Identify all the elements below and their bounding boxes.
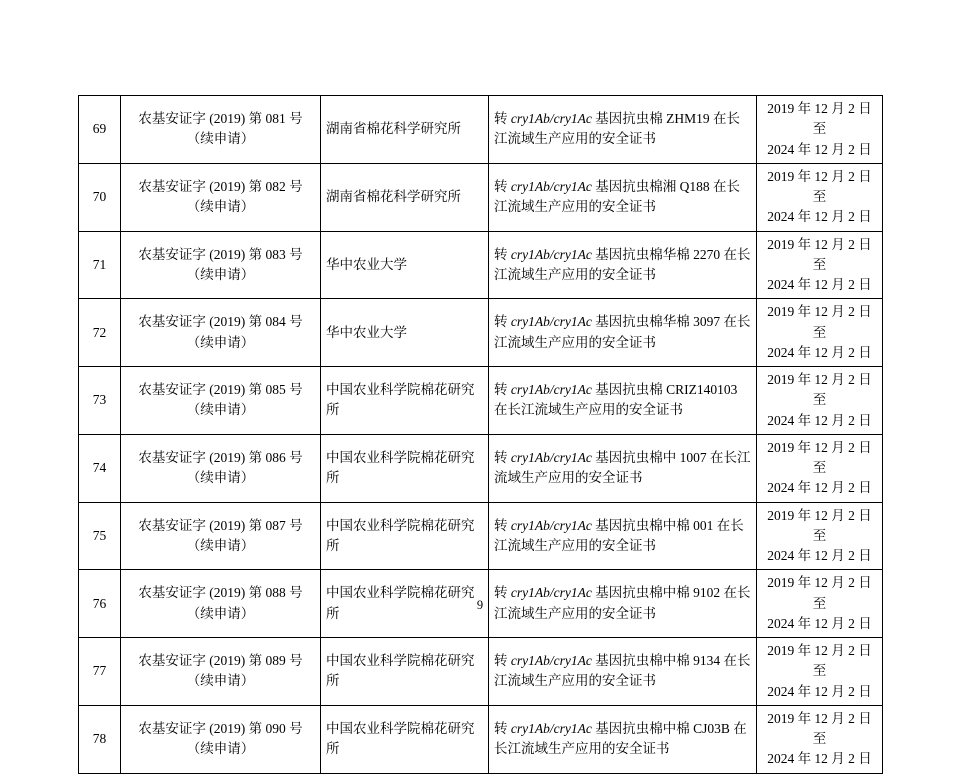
certificate-code <box>121 434 321 502</box>
validity-start: 2019 年 12 月 2 日至 <box>767 710 872 746</box>
gene-name: cry1Ab/cry1Ac <box>510 314 592 330</box>
row-number: 73 <box>79 367 121 435</box>
description-suffix: 基因抗虫棉 ZHM19 在长江流域生产应用的安全证书 <box>494 111 740 147</box>
certificate-code-line1: 农基安证字 (2019) 第 083 号 <box>138 246 303 262</box>
validity-period <box>757 367 883 435</box>
applicant-organization: 华中农业大学 <box>321 299 489 367</box>
page-number: 9 <box>476 598 484 612</box>
description-suffix: 基因抗虫棉华棉 2270 在长江流域生产应用的安全证书 <box>494 246 751 282</box>
gene-name: cry1Ab/cry1Ac <box>510 111 592 127</box>
certificate-code <box>121 231 321 299</box>
validity-end: 2024 年 12 月 2 日 <box>767 344 872 360</box>
table-row <box>79 638 883 706</box>
validity-start: 2019 年 12 月 2 日至 <box>767 439 872 475</box>
certificate-code <box>121 96 321 164</box>
certificate-code-line2: （续申请） <box>186 741 255 757</box>
validity-start: 2019 年 12 月 2 日至 <box>767 507 872 543</box>
validity-period <box>757 705 883 773</box>
certificate-code-line2: （续申请） <box>186 673 255 689</box>
row-number: 78 <box>79 705 121 773</box>
table-row <box>79 231 883 299</box>
applicant-organization: 中国农业科学院棉花研究所 <box>321 367 489 435</box>
description-suffix: 基因抗虫棉中棉 001 在长江流域生产应用的安全证书 <box>494 517 744 553</box>
row-number: 74 <box>79 434 121 502</box>
certificate-description <box>489 163 757 231</box>
certificate-description <box>489 96 757 164</box>
gene-name: cry1Ab/cry1Ac <box>510 720 592 736</box>
description-suffix: 基因抗虫棉中棉 9134 在长江流域生产应用的安全证书 <box>494 653 751 689</box>
description-prefix: 转 <box>494 585 511 601</box>
validity-end: 2024 年 12 月 2 日 <box>767 141 872 157</box>
description-suffix: 基因抗虫棉中棉 CJ03B 在长江流域生产应用的安全证书 <box>494 720 747 757</box>
description-prefix: 转 <box>494 720 511 736</box>
validity-period <box>757 502 883 570</box>
gene-name: cry1Ab/cry1Ac <box>510 517 592 533</box>
table-body <box>79 96 883 774</box>
validity-end: 2024 年 12 月 2 日 <box>767 412 872 428</box>
certificate-code-line2: （续申请） <box>186 131 255 147</box>
certificate-code-line1: 农基安证字 (2019) 第 087 号 <box>138 517 303 533</box>
certificate-code-line1: 农基安证字 (2019) 第 089 号 <box>138 653 303 669</box>
description-prefix: 转 <box>494 246 511 262</box>
certificate-code-line1: 农基安证字 (2019) 第 085 号 <box>138 382 303 398</box>
validity-end: 2024 年 12 月 2 日 <box>767 751 872 767</box>
applicant-organization: 中国农业科学院棉花研究所 <box>321 705 489 773</box>
row-number: 75 <box>79 502 121 570</box>
validity-period <box>757 638 883 706</box>
validity-end: 2024 年 12 月 2 日 <box>767 209 872 225</box>
applicant-organization: 中国农业科学院棉花研究所 <box>321 434 489 502</box>
gene-name: cry1Ab/cry1Ac <box>510 585 592 601</box>
row-number: 71 <box>79 231 121 299</box>
gene-name: cry1Ab/cry1Ac <box>510 246 592 262</box>
validity-end: 2024 年 12 月 2 日 <box>767 683 872 699</box>
certificate-code-line1: 农基安证字 (2019) 第 088 号 <box>138 585 303 601</box>
certificate-description <box>489 231 757 299</box>
row-number: 76 <box>79 570 121 638</box>
validity-period <box>757 96 883 164</box>
certificate-code-line2: （续申请） <box>186 402 255 418</box>
description-prefix: 转 <box>494 111 511 127</box>
gene-name: cry1Ab/cry1Ac <box>510 449 592 465</box>
certificate-description <box>489 299 757 367</box>
validity-start: 2019 年 12 月 2 日至 <box>767 575 872 611</box>
gene-name: cry1Ab/cry1Ac <box>510 178 592 194</box>
table-row <box>79 502 883 570</box>
certificate-description <box>489 434 757 502</box>
validity-period <box>757 299 883 367</box>
description-prefix: 转 <box>494 382 511 398</box>
certificate-code-line2: （续申请） <box>186 605 255 621</box>
certificate-code-line1: 农基安证字 (2019) 第 090 号 <box>138 720 303 736</box>
certificate-code <box>121 705 321 773</box>
certificate-description <box>489 638 757 706</box>
certificate-code-line1: 农基安证字 (2019) 第 081 号 <box>138 111 303 127</box>
validity-period <box>757 231 883 299</box>
validity-start: 2019 年 12 月 2 日至 <box>767 168 872 204</box>
certificate-code-line2: （续申请） <box>186 334 255 350</box>
description-prefix: 转 <box>494 449 511 465</box>
validity-period <box>757 434 883 502</box>
applicant-organization: 华中农业大学 <box>321 231 489 299</box>
validity-end: 2024 年 12 月 2 日 <box>767 548 872 563</box>
validity-end: 2024 年 12 月 2 日 <box>767 277 872 292</box>
table-row <box>79 367 883 435</box>
table-row <box>79 434 883 502</box>
certificate-code-line1: 农基安证字 (2019) 第 084 号 <box>138 314 303 330</box>
certificate-code-line2: （续申请） <box>186 266 255 282</box>
row-number: 72 <box>79 299 121 367</box>
description-suffix: 基因抗虫棉中棉 9102 在长江流域生产应用的安全证书 <box>494 585 751 621</box>
certificate-code <box>121 367 321 435</box>
certificate-code-line1: 农基安证字 (2019) 第 086 号 <box>138 449 303 465</box>
table-row <box>79 163 883 231</box>
description-suffix: 基因抗虫棉中 1007 在长江流域生产应用的安全证书 <box>494 449 751 486</box>
gene-name: cry1Ab/cry1Ac <box>510 382 592 398</box>
table-row <box>79 299 883 367</box>
description-prefix: 转 <box>494 314 511 330</box>
description-suffix: 基因抗虫棉湘 Q188 在长江流域生产应用的安全证书 <box>494 178 740 215</box>
applicant-organization: 中国农业科学院棉花研究所 <box>321 502 489 570</box>
certificate-description <box>489 367 757 435</box>
applicant-organization: 湖南省棉花科学研究所 <box>321 163 489 231</box>
certificate-code <box>121 299 321 367</box>
applicant-organization: 湖南省棉花科学研究所 <box>321 96 489 164</box>
certificate-code <box>121 638 321 706</box>
row-number: 70 <box>79 163 121 231</box>
gene-name: cry1Ab/cry1Ac <box>510 653 592 669</box>
table-row <box>79 705 883 773</box>
row-number: 69 <box>79 96 121 164</box>
certificate-table <box>78 95 883 774</box>
applicant-organization: 中国农业科学院棉花研究所 <box>321 570 489 638</box>
validity-period <box>757 163 883 231</box>
certificate-code <box>121 163 321 231</box>
certificate-description <box>489 502 757 570</box>
table-row <box>79 96 883 164</box>
certificate-code-line2: （续申请） <box>186 199 255 215</box>
certificate-code-line2: （续申请） <box>186 537 255 553</box>
certificate-code-line1: 农基安证字 (2019) 第 082 号 <box>138 178 303 194</box>
certificate-code <box>121 502 321 570</box>
validity-start: 2019 年 12 月 2 日至 <box>767 304 872 340</box>
description-prefix: 转 <box>494 178 511 194</box>
validity-start: 2019 年 12 月 2 日至 <box>767 372 872 408</box>
certificate-code-line2: （续申请） <box>186 470 255 486</box>
description-prefix: 转 <box>494 517 511 533</box>
description-prefix: 转 <box>494 653 511 669</box>
description-suffix: 基因抗虫棉华棉 3097 在长江流域生产应用的安全证书 <box>494 314 751 350</box>
description-suffix: 基因抗虫棉 CRIZ140103 在长江流域生产应用的安全证书 <box>494 382 738 418</box>
validity-start: 2019 年 12 月 2 日至 <box>767 101 872 137</box>
validity-end: 2024 年 12 月 2 日 <box>767 480 872 496</box>
certificate-description <box>489 705 757 773</box>
row-number: 77 <box>79 638 121 706</box>
validity-end: 2024 年 12 月 2 日 <box>767 615 872 631</box>
validity-start: 2019 年 12 月 2 日至 <box>767 643 872 679</box>
applicant-organization: 中国农业科学院棉花研究所 <box>321 638 489 706</box>
validity-start: 2019 年 12 月 2 日至 <box>767 236 872 272</box>
